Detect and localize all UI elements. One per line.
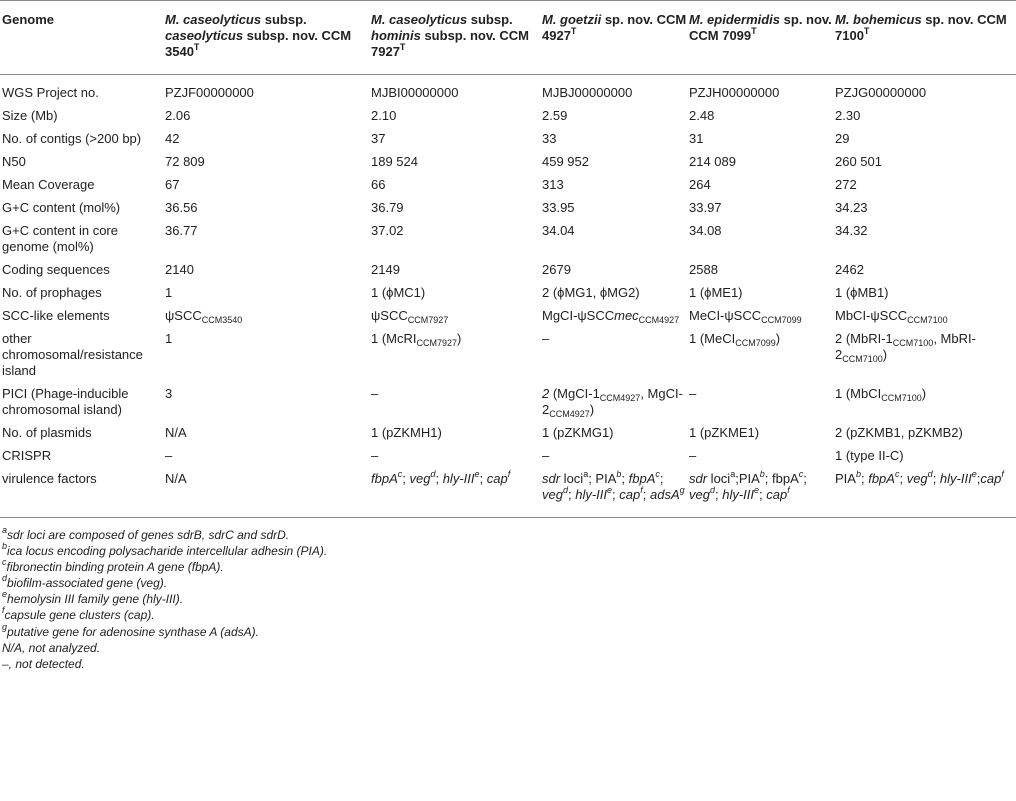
table-cell: –	[689, 448, 697, 463]
table-cell: 1	[165, 331, 173, 346]
table-cell: 42	[165, 131, 180, 146]
footnote: $^c$fibronectin binding protein A gene (fbpA).	[2, 557, 224, 575]
table-cell: 34.08	[689, 223, 722, 238]
table-cell: 1 (ϕME1)	[689, 285, 743, 300]
footnote: $^e$hemolysin III family gene (hly-III).	[2, 589, 184, 607]
table-cell: 33.97	[689, 200, 722, 215]
table-cell: –	[542, 448, 550, 463]
table-cell: 1 (type II-C)	[835, 448, 904, 463]
table-row	[0, 150, 1016, 173]
table-cell: 2 ($MbRI-1_{CCM7100}$, MbRI-$2_{CCM7100}$)	[835, 331, 976, 364]
table-cell: N/A	[165, 425, 187, 440]
table-row	[0, 327, 1016, 382]
footnote: –, not detected.	[2, 656, 85, 671]
table-cell: sdr loci$^a$; PIA$^b$; fbpA$^c$; veg$^d$; hly-IIIe; cap$^f$; adsA$^g$	[542, 467, 689, 518]
table-footnotes	[0, 518, 1016, 672]
table-cell: sdr loci$^a$;PIA$^b$; fbpA$^c$; veg$^d$; hly-IIIe; cap$^f$	[689, 467, 835, 518]
row-label: WGS Project no.	[2, 85, 99, 100]
header-cell: M. caseolyticus subsp. caseolyticus subsp. nov. CCM $3540^T$	[165, 1, 371, 75]
table-cell: 2.10	[371, 108, 397, 123]
table-cell: 1 (pZKME1)	[689, 425, 760, 440]
table-cell: –	[371, 448, 379, 463]
header-cell: Genome	[0, 1, 165, 75]
table-row	[0, 219, 1016, 258]
row-label: Coding sequences	[2, 262, 110, 277]
table-row	[0, 281, 1016, 304]
footnote: $^a$sdr loci are composed of genes sdrB, sdrC and sdrD.	[2, 525, 290, 542]
header-cell: M. epidermidis sp. nov. CCM $7099^T$	[689, 1, 835, 75]
table-row	[0, 81, 1016, 104]
table-cell: 2679	[542, 262, 571, 277]
row-label: N50	[2, 154, 26, 169]
row-label: Mean Coverage	[2, 177, 95, 192]
table-cell: –	[371, 386, 379, 401]
table-cell: –	[689, 386, 697, 401]
table-cell: 2462	[835, 262, 864, 277]
table-cell: ψSCC$_{CCM3540}$	[165, 308, 243, 325]
table-cell: 34.23	[835, 200, 868, 215]
table-row	[0, 467, 1016, 518]
table-cell: 1 (pZKMH1)	[371, 425, 442, 440]
table-cell: N/A	[165, 467, 371, 518]
table-cell: 34.04	[542, 223, 575, 238]
table-cell: 72 809	[165, 154, 205, 169]
table-cell: 2140	[165, 262, 194, 277]
table-row	[0, 421, 1016, 444]
table-cell: MgCI-ψSCCmec$_{CCM4927}$	[542, 308, 680, 325]
table-body	[0, 75, 1016, 518]
row-label: G+C content in core genome (mol%)	[2, 223, 118, 254]
header-row	[0, 1, 1016, 75]
table-cell: 37	[371, 131, 386, 146]
table-cell: 1 (McRI$_{CCM7927}$)	[371, 331, 462, 348]
row-label: No. of prophages	[2, 285, 102, 300]
footnote: N/A, not analyzed.	[2, 640, 101, 655]
table-cell: 33.95	[542, 200, 575, 215]
table-cell: 29	[835, 131, 850, 146]
table-row	[0, 196, 1016, 219]
table-cell: –	[542, 331, 550, 346]
table-cell: 31	[689, 131, 704, 146]
table-cell: 36.77	[165, 223, 198, 238]
table-cell: PZJH00000000	[689, 85, 780, 100]
table-cell: 37.02	[371, 223, 404, 238]
table-cell: 1	[165, 285, 173, 300]
table-cell: MbCI-ψSCC$_{CCM7100}$	[835, 308, 948, 325]
table-cell: 1 (MbCI$_{CCM7100}$)	[835, 386, 927, 403]
table-cell: 214 089	[689, 154, 736, 169]
footnote: $^b$ica locus encoding polysacharide intercellular adhesin (PIA).	[2, 541, 328, 559]
row-label: Size (Mb)	[2, 108, 58, 123]
table-cell: 2588	[689, 262, 718, 277]
table-cell: 1 (ϕMB1)	[835, 285, 889, 300]
table-cell: fbpA$^c$; veg$^d$; hly-IIIe; cap$^f$	[371, 467, 542, 518]
table-cell: MJBJ00000000	[542, 85, 633, 100]
table-cell: ψSCC$_{CCM7927}$	[371, 308, 449, 325]
footnote: $^g$putative gene for adenosine synthase A (adsA).	[2, 621, 259, 639]
table-cell: 264	[689, 177, 711, 192]
table-cell: 3	[165, 386, 173, 401]
table-row	[0, 304, 1016, 327]
table-cell: 36.56	[165, 200, 198, 215]
row-label: No. of contigs (>200 bp)	[2, 131, 142, 146]
table-cell: 2 (ϕMG1, ϕMG2)	[542, 285, 640, 300]
table-cell: MJBI00000000	[371, 85, 459, 100]
row-label: No. of plasmids	[2, 425, 92, 440]
footnote: $^f$capsule gene clusters (cap).	[2, 605, 155, 623]
table-cell: PIA$^b$; fbpA$^c$; veg$^d$; hly-IIIe;cap$^f$	[835, 467, 1016, 518]
table-row	[0, 127, 1016, 150]
table-cell: 313	[542, 177, 564, 192]
table-cell: 272	[835, 177, 857, 192]
table-cell: 67	[165, 177, 180, 192]
table-cell: 1 (MeCI$_{CCM7099}$)	[689, 331, 781, 348]
table-cell: 2149	[371, 262, 400, 277]
table-cell: 2.48	[689, 108, 715, 123]
header-cell: M. caseolyticus subsp. hominis subsp. nov. CCM $7927^T$	[371, 1, 542, 75]
table-cell: PZJF00000000	[165, 85, 254, 100]
table-cell: 189 524	[371, 154, 418, 169]
footnote: $^d$biofilm-associated gene (veg).	[2, 573, 168, 591]
table-cell: PZJG00000000	[835, 85, 927, 100]
table-cell: 34.32	[835, 223, 868, 238]
table-cell: 459 952	[542, 154, 589, 169]
table-cell: 36.79	[371, 200, 404, 215]
table-row	[0, 173, 1016, 196]
table-cell: 260 501	[835, 154, 882, 169]
table-cell: –	[165, 448, 173, 463]
table-cell: 1 (ϕMC1)	[371, 285, 426, 300]
table-cell: 2.30	[835, 108, 861, 123]
table-cell: 66	[371, 177, 386, 192]
table-cell: 2.06	[165, 108, 191, 123]
row-label: G+C content (mol%)	[2, 200, 121, 215]
row-label: virulence factors	[0, 467, 165, 518]
row-label: PICI (Phage-inducible chromosomal island)	[2, 386, 129, 417]
row-label: CRISPR	[2, 448, 52, 463]
table-row	[0, 444, 1016, 467]
table-row	[0, 104, 1016, 127]
header-cell: M. goetzii sp. nov. CCM $4927^T$	[542, 1, 689, 75]
table-cell: 2 (pZKMB1, pZKMB2)	[835, 425, 963, 440]
row-label: other chromosomal/resistance island	[2, 331, 143, 378]
table-cell: 2 ($MgCI-1_{CCM4927}$, MgCI-$2_{CCM4927}$)	[542, 386, 683, 419]
table-row	[0, 258, 1016, 281]
row-label: SCC-like elements	[2, 308, 110, 323]
table-cell: 1 (pZKMG1)	[542, 425, 614, 440]
table-row	[0, 382, 1016, 421]
table-cell: 2.59	[542, 108, 568, 123]
table-cell: 33	[542, 131, 557, 146]
table-cell: MeCI-ψSCC$_{CCM7099}$	[689, 308, 802, 325]
header-cell: M. bohemicus sp. nov. CCM $7100^T$	[835, 1, 1016, 75]
